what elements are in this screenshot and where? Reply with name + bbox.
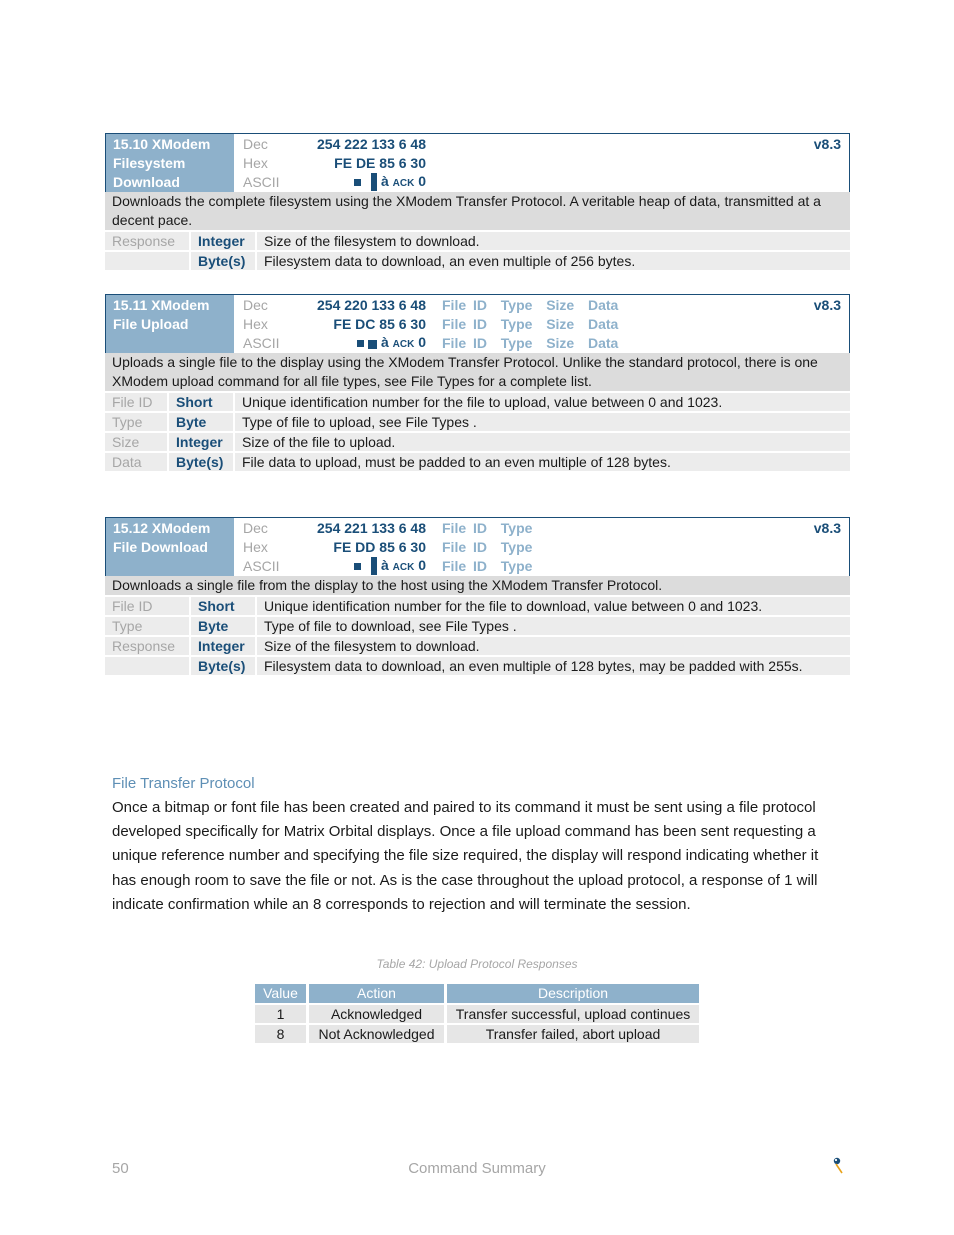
cell-description: Transfer successful, upload continues xyxy=(447,1005,699,1025)
parameter-row xyxy=(105,452,850,472)
dec-label: Dec xyxy=(243,297,268,313)
hex-label: Hex xyxy=(243,316,268,332)
ascii-value xyxy=(316,556,426,577)
param-description: Unique identification number for the file to download, value between 0 and 1023. xyxy=(256,597,850,616)
param-description: Type of file to upload, see File Types . xyxy=(234,412,850,432)
matrix-orbital-logo-icon xyxy=(830,1156,844,1174)
parameter-row xyxy=(105,616,850,636)
command-block-xmodem-filesystem-download xyxy=(105,133,850,272)
ascii-label: ASCII xyxy=(243,558,280,574)
ascii-prefix: à xyxy=(380,173,389,189)
param-type: Integer xyxy=(190,636,256,656)
footer-title: Command Summary xyxy=(408,1160,546,1177)
ascii-block-glyph-icon xyxy=(357,334,377,350)
cell-value: 8 xyxy=(255,1025,306,1045)
ascii-ack: ACK xyxy=(392,339,415,350)
param-name: Type xyxy=(105,616,190,636)
page-number: 50 xyxy=(112,1160,129,1177)
command-codes xyxy=(234,518,849,576)
command-description: Downloads the complete filesystem using the XModem Transfer Protocol. A veritable heap of data, transmitted at a decent pace. xyxy=(105,192,850,232)
hex-label: Hex xyxy=(243,155,268,171)
ascii-suffix: 0 xyxy=(418,173,426,189)
ascii-suffix: 0 xyxy=(418,334,426,350)
parameter-table xyxy=(105,393,850,473)
param-type: Byte xyxy=(168,412,234,432)
command-title-line: Download xyxy=(113,174,180,190)
parameter-table xyxy=(105,597,850,677)
command-title xyxy=(106,134,234,192)
command-title-line: Filesystem xyxy=(113,155,186,171)
param-name: File ID xyxy=(105,597,190,616)
param-description: Filesystem data to download, an even multiple of 128 bytes, may be padded with 255s. xyxy=(256,656,850,676)
cell-action: Acknowledged xyxy=(309,1005,444,1025)
param-description: Filesystem data to download, an even multiple of 256 bytes. xyxy=(256,251,850,271)
hex-params: File ID Type xyxy=(442,539,533,555)
param-type: Integer xyxy=(190,232,256,251)
hex-value: FE DC 85 6 30 xyxy=(333,316,426,332)
param-name: Response xyxy=(105,232,190,251)
param-name xyxy=(105,251,190,271)
column-header-value: Value xyxy=(255,984,306,1005)
command-header xyxy=(105,133,850,192)
command-header xyxy=(105,517,850,576)
command-title-line: 15.12 XModem xyxy=(113,520,211,536)
dec-label: Dec xyxy=(243,520,268,536)
column-header-description: Description xyxy=(447,984,699,1005)
ascii-params: File ID Type Size Data xyxy=(442,335,619,351)
ascii-block-glyph-icon xyxy=(354,173,377,189)
command-block-xmodem-file-upload xyxy=(105,294,850,473)
version-badge: v8.3 xyxy=(813,136,841,152)
param-type: Short xyxy=(168,393,234,412)
parameter-row xyxy=(105,393,850,412)
parameter-row xyxy=(105,412,850,432)
ascii-block-glyph-icon xyxy=(354,557,377,573)
ascii-label: ASCII xyxy=(243,174,280,190)
param-type: Byte(s) xyxy=(190,251,256,271)
hex-value: FE DD 85 6 30 xyxy=(333,539,426,555)
param-name xyxy=(105,656,190,676)
ascii-suffix: 0 xyxy=(418,557,426,573)
ascii-ack: ACK xyxy=(392,178,415,189)
param-description: Size of the filesystem to download. xyxy=(256,636,850,656)
param-name: Data xyxy=(105,452,168,472)
hex-value: FE DE 85 6 30 xyxy=(334,155,426,171)
command-block-xmodem-file-download xyxy=(105,517,850,677)
param-name: Size xyxy=(105,432,168,452)
param-description: Size of the filesystem to download. xyxy=(256,232,850,251)
parameter-row xyxy=(105,597,850,616)
ascii-params: File ID Type xyxy=(442,558,533,574)
dec-params: File ID Type xyxy=(442,520,533,536)
upload-protocol-table xyxy=(252,984,702,1045)
dec-label: Dec xyxy=(243,136,268,152)
param-type: Short xyxy=(190,597,256,616)
param-name: Type xyxy=(105,412,168,432)
param-description: Size of the file to upload. xyxy=(234,432,850,452)
table-row xyxy=(255,1025,699,1045)
command-header xyxy=(105,294,850,353)
command-description: Uploads a single file to the display using the XModem Transfer Protocol. Unlike the standard protocol, there is one XModem upload command for all file types, see File Types for a complete list. xyxy=(105,353,850,393)
parameter-table xyxy=(105,232,850,272)
ascii-label: ASCII xyxy=(243,335,280,351)
parameter-row xyxy=(105,251,850,271)
dec-value: 254 222 133 6 48 xyxy=(317,136,426,152)
ascii-prefix: à xyxy=(380,334,389,350)
param-description: File data to upload, must be padded to an even multiple of 128 bytes. xyxy=(234,452,850,472)
ascii-prefix: à xyxy=(380,557,389,573)
command-title xyxy=(106,295,234,353)
version-badge: v8.3 xyxy=(813,297,841,313)
command-title-line: 15.11 XModem xyxy=(113,297,210,313)
cell-value: 1 xyxy=(255,1005,306,1025)
column-header-action: Action xyxy=(309,984,444,1005)
hex-label: Hex xyxy=(243,539,268,555)
command-codes xyxy=(234,295,849,353)
param-description: Unique identification number for the file to upload, value between 0 and 1023. xyxy=(234,393,850,412)
param-type: Byte(s) xyxy=(168,452,234,472)
parameter-row xyxy=(105,636,850,656)
param-name: Response xyxy=(105,636,190,656)
parameter-row xyxy=(105,432,850,452)
table-row xyxy=(255,1005,699,1025)
parameter-row xyxy=(105,656,850,676)
ascii-ack: ACK xyxy=(392,562,415,573)
param-type: Byte(s) xyxy=(190,656,256,676)
dec-params: File ID Type Size Data xyxy=(442,297,619,313)
command-title xyxy=(106,518,234,576)
hex-params: File ID Type Size Data xyxy=(442,316,619,332)
param-name: File ID xyxy=(105,393,168,412)
dec-value: 254 221 133 6 48 xyxy=(317,520,426,536)
section-heading: File Transfer Protocol xyxy=(112,775,255,792)
command-title-line: File Upload xyxy=(113,316,189,332)
param-type: Integer xyxy=(168,432,234,452)
command-title-line: 15.10 XModem xyxy=(113,136,211,152)
table-caption: Table 42: Upload Protocol Responses xyxy=(376,957,578,971)
param-type: Byte xyxy=(190,616,256,636)
cell-action: Not Acknowledged xyxy=(309,1025,444,1045)
ascii-value xyxy=(316,172,426,193)
cell-description: Transfer failed, abort upload xyxy=(447,1025,699,1045)
ascii-value xyxy=(316,333,426,354)
dec-value: 254 220 133 6 48 xyxy=(317,297,426,313)
command-description: Downloads a single file from the display to the host using the XModem Transfer Protocol. xyxy=(105,576,850,597)
body-paragraph: Once a bitmap or font file has been created and paired to its command it must be sent using a file protocol developed specifically for Matrix Orbital displays. Once a file upload command has been sent requesting a unique reference number and specifying the file size required, the display will respond indicating whether it has enough room to save the file or not. As is the case throughout the upload protocol, a response of 1 will indicate confirmation while an 8 corresponds to rejection and will terminate the session. xyxy=(112,799,819,913)
version-badge: v8.3 xyxy=(813,520,841,536)
command-codes xyxy=(234,134,849,192)
param-description: Type of file to download, see File Types . xyxy=(256,616,850,636)
command-title-line: File Download xyxy=(113,539,208,555)
parameter-row xyxy=(105,232,850,251)
